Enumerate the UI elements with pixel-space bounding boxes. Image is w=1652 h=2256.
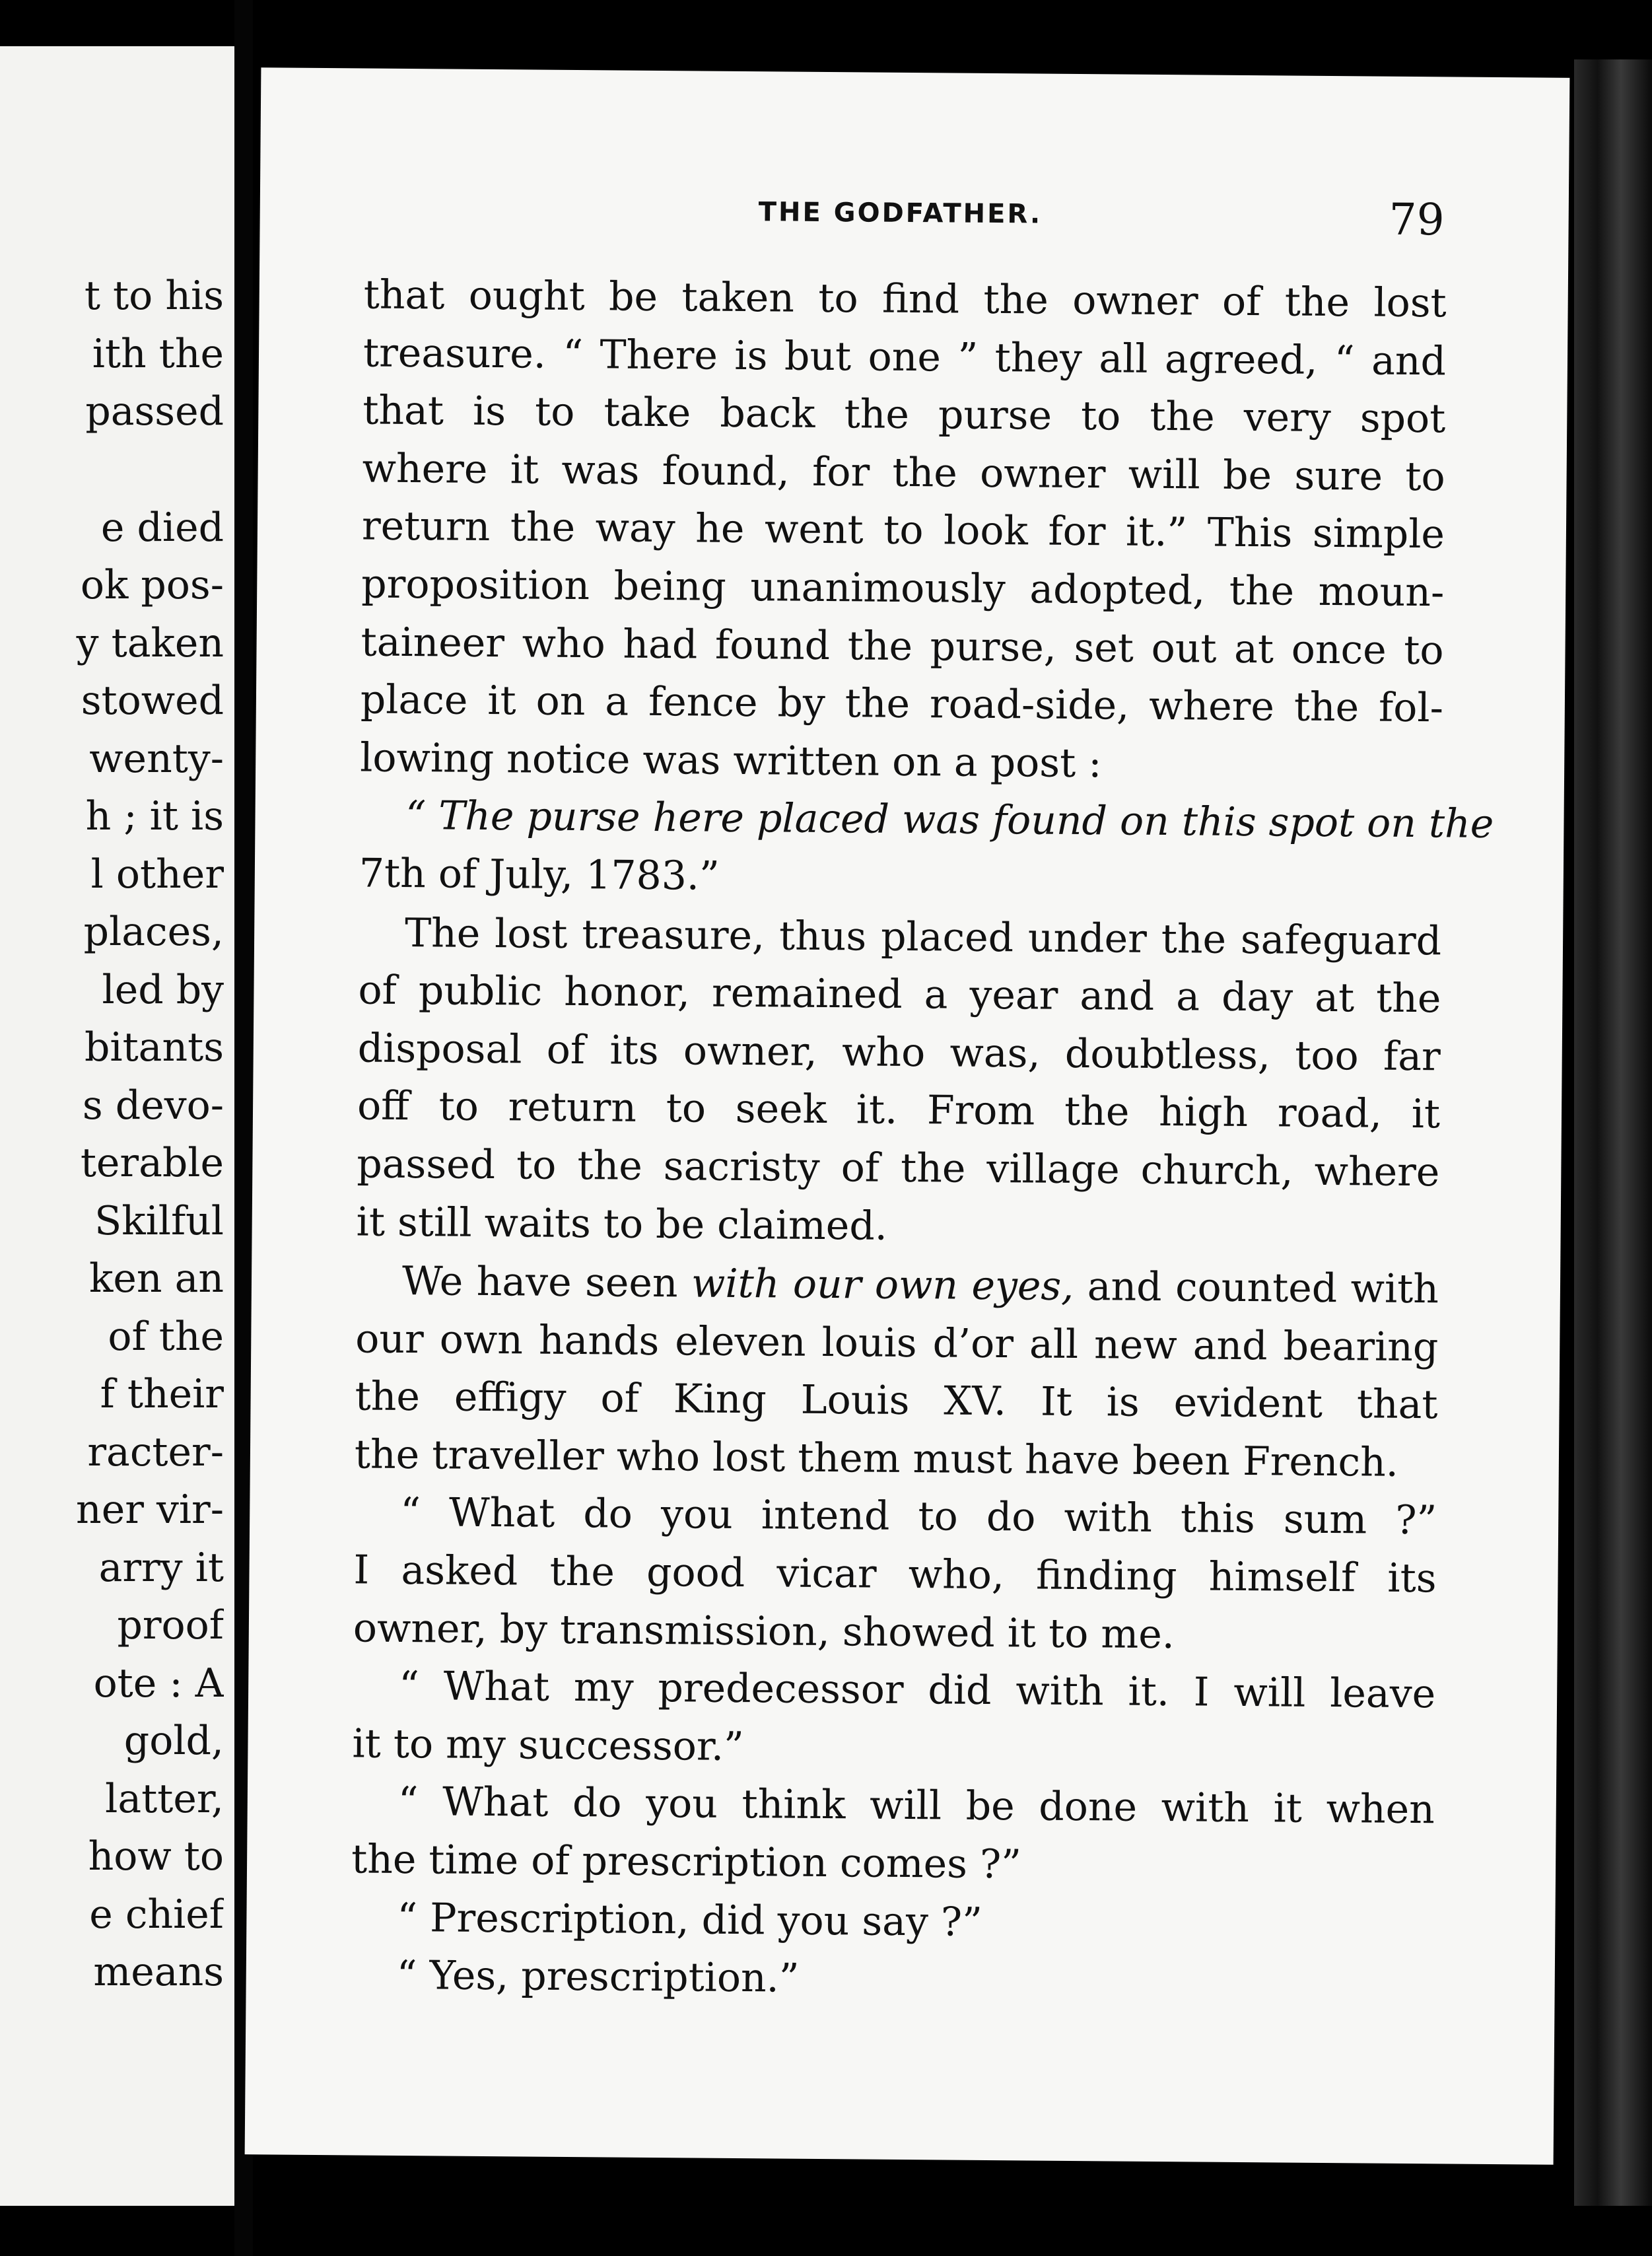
right-page: [245, 67, 1570, 2164]
left-line: proof: [117, 1602, 224, 1648]
page-number: 79: [1389, 194, 1445, 246]
text-line: off to return to seek it. From the high road, it: [357, 1082, 1441, 1138]
body-text: [350, 266, 1494, 2013]
text-line: “ Prescription, did you say ?”: [397, 1894, 983, 1946]
text-line-mixed: [356, 1253, 1439, 1319]
text-line: return the way he went to look for it.” This simple: [361, 503, 1445, 558]
left-line: ote : A: [93, 1660, 224, 1707]
italic-text-run: with our own eyes,: [691, 1260, 1074, 1310]
text-line: “ What my predecessor did with it. I will leave: [398, 1663, 1436, 1718]
left-line: arry it: [98, 1544, 224, 1591]
left-line: terable: [80, 1140, 224, 1186]
left-line: t to his: [84, 273, 224, 319]
text-line: “ What do you think will be done with it when: [397, 1779, 1435, 1833]
left-line: e chief: [89, 1891, 224, 1938]
left-line: of the: [108, 1313, 224, 1360]
text-line: The lost treasure, thus placed under the safeguard: [404, 909, 1442, 964]
text-line: owner, by transmission, showed it to me.: [353, 1605, 1175, 1658]
left-line: stowed: [81, 678, 224, 724]
left-line: places,: [83, 909, 224, 955]
left-line: ner vir-: [76, 1487, 224, 1533]
text-line: treasure. “ There is but one ” they all agreed, “ and: [362, 330, 1447, 384]
left-line: passed: [85, 388, 224, 435]
left-line: bitants: [84, 1024, 224, 1071]
left-page-text: [0, 267, 224, 2002]
notice-quote-date: 7th of July, 1783.”: [359, 850, 720, 899]
left-line: wenty-: [89, 735, 224, 782]
page-edge: [1574, 59, 1652, 2206]
text-run: We have seen: [401, 1258, 678, 1307]
left-line: s devo-: [82, 1082, 224, 1129]
left-line: l other: [90, 851, 224, 898]
left-line: ok pos-: [80, 562, 224, 608]
left-line: means: [93, 1949, 224, 1995]
text-line: that is to take back the purse to the very spot: [362, 387, 1446, 442]
running-head: THE GODFATHER.: [758, 197, 1043, 230]
text-line: “ What do you intend to do with this sum ?”: [399, 1489, 1437, 1544]
text-line: of public honor, remained a year and a day at the: [358, 967, 1441, 1022]
left-line: gold,: [123, 1718, 224, 1764]
text-line: our own hands eleven louis d’or all new and bearing: [355, 1316, 1439, 1371]
text-line: the traveller who lost them must have been French.: [354, 1431, 1399, 1486]
left-line: latter,: [105, 1775, 224, 1822]
text-line: where it was found, for the owner will be sure to: [362, 445, 1445, 501]
text-line: disposal of its owner, who was, doubtless, too far: [357, 1025, 1441, 1080]
left-line: led by: [102, 966, 224, 1013]
left-line: y taken: [76, 619, 224, 666]
text-line: the time of prescription comes ?”: [351, 1836, 1022, 1888]
text-run: and counted with: [1087, 1263, 1439, 1313]
left-line: how to: [88, 1833, 224, 1880]
left-line: ken an: [89, 1255, 224, 1302]
text-line: the effigy of King Louis XV. It is evident that: [355, 1373, 1438, 1428]
text-line: place it on a fence by the road-side, where the fol-: [360, 676, 1444, 732]
text-line: “ Yes, prescription.”: [396, 1952, 800, 2002]
text-line: it still waits to be claimed.: [356, 1198, 888, 1250]
text-line: proposition being unanimously adopted, the moun-: [361, 561, 1445, 616]
notice-quote-line: “ The purse here placed was found on this spot on the: [405, 793, 1494, 848]
text-line: it to my successor.”: [352, 1720, 745, 1770]
left-line: e died: [100, 504, 224, 551]
left-line: racter-: [87, 1428, 224, 1475]
text-line: lowing notice was written on a post :: [359, 734, 1102, 787]
left-line: Skilful: [94, 1197, 224, 1244]
left-line: f their: [100, 1371, 224, 1417]
text-line: that ought be taken to find the owner of the lost: [363, 271, 1447, 327]
left-line: ith the: [92, 330, 224, 377]
text-line: passed to the sacristy of the village church, where: [357, 1141, 1440, 1196]
left-page: [0, 46, 234, 2206]
text-line: I asked the good vicar who, finding himself its: [353, 1547, 1437, 1602]
left-line: h ; it is: [85, 793, 224, 839]
text-line: taineer who had found the purse, set out at once to: [361, 619, 1444, 674]
